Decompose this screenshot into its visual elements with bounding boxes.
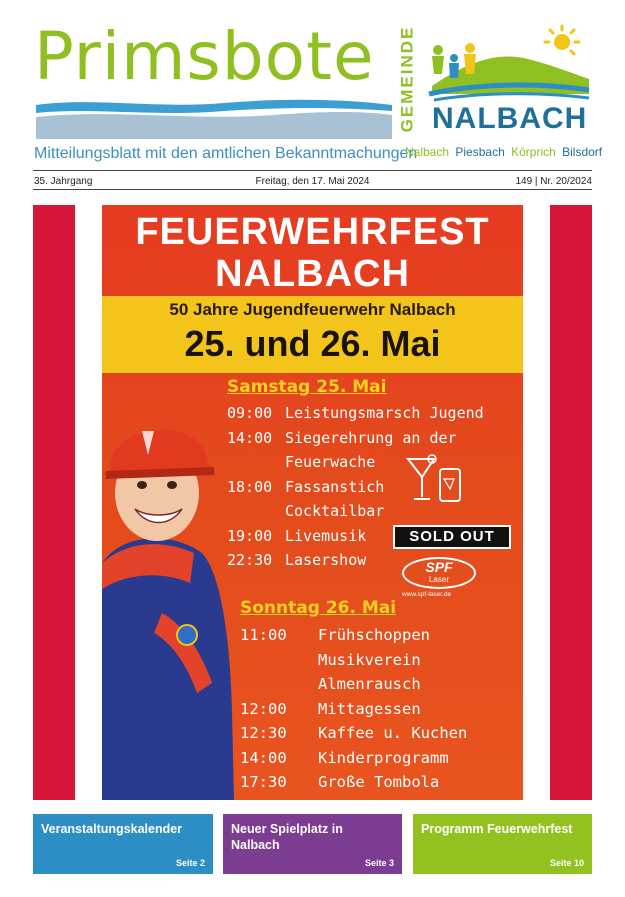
issue-number: 149 | Nr. 20/2024 [515, 176, 592, 187]
volume-label: 35. Jahrgang [34, 176, 93, 187]
district-list [405, 145, 605, 159]
schedule-row: 14:00 Siegerehrung an der [227, 428, 457, 447]
schedule-row: 14:00 Kinderprogramm [240, 748, 449, 767]
firefighter-child-illustration [102, 413, 237, 800]
newspaper-title: Primsbote [34, 18, 375, 95]
divider [33, 189, 592, 190]
schedule-row: 09:00 Leistungsmarsch Jugend [227, 404, 484, 422]
sold-out-badge: SOLD OUT [393, 525, 511, 549]
divider [33, 170, 592, 171]
tile-neuer-spielplatz[interactable] [223, 814, 402, 874]
event-poster [102, 205, 523, 800]
sunday-schedule [240, 623, 467, 795]
district-name: Bilsdorf [562, 145, 603, 159]
schedule-row: 19:00 Livemusik [227, 526, 367, 545]
tile-page-ref: Seite 10 [549, 858, 584, 868]
tile-programm-feuerwehrfest[interactable] [413, 814, 592, 874]
schedule-row: 17:30 Große Tombola [240, 773, 440, 791]
tile-title: Neuer Spielplatz in Nalbach [231, 822, 343, 852]
schedule-row: 11:00 Frühschoppen [240, 626, 430, 644]
district-name: Körprich [511, 145, 556, 159]
issue-date: Freitag, den 17. Mai 2024 [255, 176, 370, 187]
gemeinde-label: GEMEINDE [397, 25, 416, 133]
spf-laser-logo: SPF Laser [402, 557, 476, 589]
tile-title: Programm Feuerwehrfest [421, 822, 573, 836]
left-red-bar [33, 205, 75, 800]
district-name: Nalbach [405, 145, 450, 159]
tile-page-ref: Seite 3 [364, 858, 394, 868]
schedule-row: Feuerwache [285, 453, 376, 471]
schedule-row: 22:30 Lasershow [227, 551, 367, 569]
schedule-row: Cocktailbar [285, 502, 385, 520]
wave-decoration [34, 95, 394, 143]
schedule-row: 12:00 Mittagessen [240, 699, 421, 718]
municipality-logo-icon [424, 24, 592, 102]
schedule-row: Almenrausch [318, 675, 421, 693]
district-name: Piesbach [455, 145, 505, 159]
sunday-heading: Sonntag 26. Mai [240, 598, 397, 618]
tile-veranstaltungskalender[interactable] [33, 814, 213, 874]
tile-page-ref: Seite 2 [175, 858, 205, 868]
poster-date-band [102, 296, 523, 373]
cocktail-glass-icon [404, 453, 464, 511]
newspaper-subtitle: Mitteilungsblatt mit den amtlichen Bekanntmachungen [34, 145, 418, 162]
schedule-row: 12:30 Kaffee u. Kuchen [240, 724, 468, 742]
schedule-row: Musikverein [318, 650, 421, 669]
poster-subtitle: 50 Jahre Jugendfeuerwehr Nalbach [169, 300, 456, 319]
saturday-heading: Samstag 25. Mai [227, 377, 387, 397]
poster-title: FEUERWEHRFEST NALBACH [135, 211, 490, 295]
tile-title: Veranstaltungskalender [41, 822, 183, 836]
schedule-row: 18:00 Fassanstich [227, 477, 385, 496]
right-red-bar [550, 205, 592, 800]
poster-dates: 25. und 26. Mai [184, 323, 441, 364]
municipality-name: NALBACH [432, 102, 588, 135]
laser-url: www.spf-laser.de [402, 591, 452, 598]
